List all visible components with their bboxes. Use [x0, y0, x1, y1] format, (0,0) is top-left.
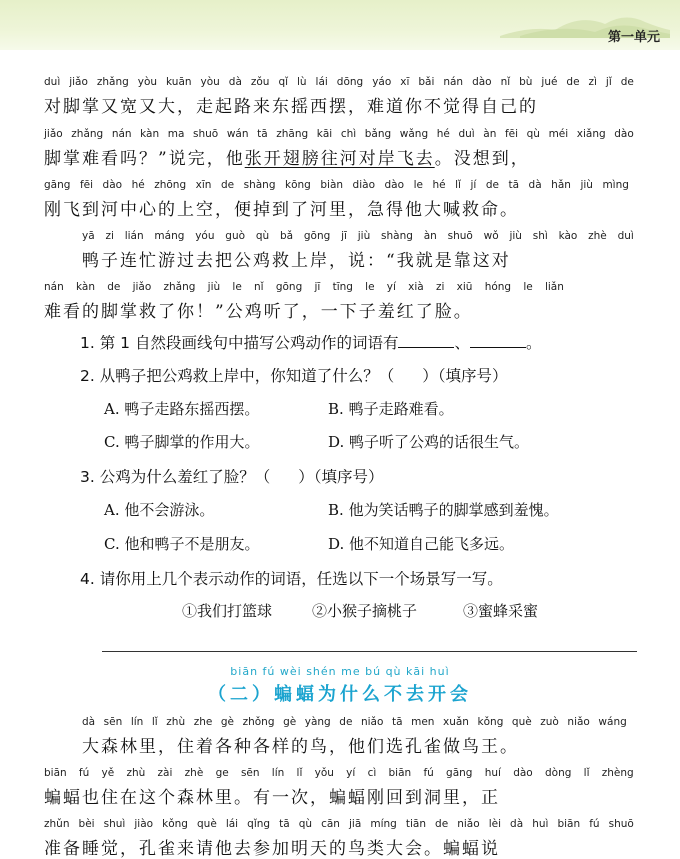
pinyin-syllable: xià	[408, 281, 424, 293]
q3-option-b[interactable]	[328, 499, 559, 520]
pinyin-syllable: yòu	[137, 76, 158, 88]
pinyin-syllable: wǎng	[399, 128, 429, 140]
pinyin-syllable: bù	[519, 76, 533, 88]
pinyin-syllable: méi	[548, 128, 569, 140]
pinyin-syllable: biān	[388, 767, 412, 779]
pinyin-syllable: niǎo	[457, 818, 480, 830]
question-3-tail: ）（填序号）	[298, 468, 384, 486]
pinyin-syllable: dà	[228, 76, 242, 88]
pinyin-syllable: wáng	[598, 716, 627, 728]
pinyin-syllable: le	[232, 281, 242, 293]
question-1-number: 1.	[80, 334, 95, 352]
pinyin-syllable: yàng	[304, 716, 331, 728]
pinyin-syllable: nǐ	[254, 281, 264, 293]
pinyin-syllable: gōng	[275, 281, 303, 293]
pinyin-syllable: qǐ	[278, 76, 289, 88]
pinyin-syllable: kàn	[140, 128, 160, 140]
pinyin-syllable: jǐ	[605, 76, 612, 88]
pinyin-syllable: duì	[458, 128, 475, 140]
q2-option-c[interactable]	[104, 431, 260, 452]
pinyin-syllable: men	[411, 716, 435, 728]
pinyin-syllable: tā	[391, 716, 403, 728]
pinyin-line-3	[44, 179, 629, 191]
pinyin-syllable: zi	[435, 281, 445, 293]
pinyin-syllable: shuō	[193, 128, 219, 140]
q2-option-d[interactable]	[328, 431, 529, 452]
pinyin-syllable: lián	[124, 230, 144, 242]
pinyin-syllable: gāng	[44, 179, 71, 191]
pinyin-syllable: le	[523, 281, 533, 293]
pinyin-syllable: shàng	[243, 179, 276, 191]
pinyin-syllable: hé	[131, 179, 145, 191]
pinyin-syllable: zhù	[126, 767, 146, 779]
pinyin-syllable: dòng	[544, 767, 572, 779]
option-text: 鸭子走路难看。	[348, 400, 454, 418]
pinyin-syllable: zhōng	[154, 179, 187, 191]
pinyin-syllable: jiù	[207, 281, 221, 293]
pinyin-syllable: xīn	[195, 179, 212, 191]
pinyin-syllable: zi	[105, 230, 114, 242]
option-text: 鸭子脚掌的作用大。	[124, 433, 260, 451]
pinyin-syllable: bǎi	[418, 76, 435, 88]
pinyin-syllable: yǒu	[314, 767, 334, 779]
pinyin-syllable: jī	[341, 230, 347, 242]
pinyin-syllable: niǎo	[567, 716, 590, 728]
answer-blank-2[interactable]	[470, 333, 526, 348]
pinyin-syllable: de	[620, 76, 634, 88]
pinyin-syllable: kōng	[285, 179, 311, 191]
pinyin-syllable: cì	[367, 767, 377, 779]
pinyin-syllable: bǎ	[279, 230, 294, 242]
pinyin-syllable: cān	[321, 818, 340, 830]
pinyin-syllable: duì	[44, 76, 61, 88]
pinyin-line-1	[44, 76, 634, 88]
pinyin-syllable: lái	[225, 818, 239, 830]
pinyin-syllable: hé	[436, 128, 450, 140]
pinyin-syllable: què	[511, 716, 532, 728]
pinyin-syllable: kàn	[75, 281, 95, 293]
section-2-text-line-1: 大森林里，住着各种各样的鸟，他们选孔雀做鸟王。	[82, 737, 519, 757]
pinyin-syllable: huì	[532, 818, 549, 830]
pinyin-syllable: ge	[215, 767, 229, 779]
pinyin-syllable: què	[197, 818, 217, 830]
section-2-title: （二）蝙蝠为什么不去开会	[208, 684, 472, 705]
pinyin-syllable: yòu	[200, 76, 220, 88]
pinyin-syllable: bèi	[78, 818, 95, 830]
pinyin-syllable: kǒng	[477, 716, 504, 728]
option-label: D.	[328, 433, 345, 451]
option-text: 鸭子走路东摇西摆。	[124, 400, 260, 418]
pinyin-syllable: gè	[283, 716, 297, 728]
pinyin-syllable: jī	[314, 281, 321, 293]
question-4-number: 4.	[80, 570, 95, 588]
text-line-3: 刚飞到河中心的上空，便掉到了河里，急得他大喊救命。	[44, 200, 519, 220]
pinyin-syllable: máng	[154, 230, 185, 242]
pinyin-syllable: zhǎng	[163, 281, 196, 293]
pinyin-syllable: qù	[255, 230, 270, 242]
section-2-pinyin-line-2	[44, 767, 634, 779]
pinyin-syllable: yí	[346, 767, 356, 779]
scene-option-2[interactable]: ②小猴子摘桃子	[312, 602, 418, 620]
pinyin-syllable: zhǎng	[71, 128, 104, 140]
page-header	[0, 0, 680, 50]
pinyin-syllable: zhǎng	[96, 76, 129, 88]
pinyin-syllable: de	[107, 281, 121, 293]
pinyin-syllable: xī	[400, 76, 410, 88]
pinyin-syllable: kuān	[166, 76, 192, 88]
pinyin-syllable: zhèng	[601, 767, 634, 779]
pinyin-syllable: biān	[44, 767, 67, 779]
option-label: C.	[104, 535, 120, 553]
pinyin-syllable: yā	[82, 230, 95, 242]
question-3-text: 公鸡为什么羞红了脸？（	[99, 468, 271, 486]
pinyin-syllable: lín	[130, 716, 144, 728]
pinyin-syllable: tīng	[332, 281, 353, 293]
text-line-2	[44, 144, 530, 169]
text-line-2-a: 脚掌难看吗？”说完，他	[44, 149, 245, 169]
pinyin-syllable: wán	[226, 128, 249, 140]
pinyin-syllable: gè	[220, 716, 235, 728]
pinyin-syllable: niǎo	[360, 716, 384, 728]
pinyin-syllable: shuō	[608, 818, 634, 830]
option-label: A.	[104, 501, 120, 519]
text-line-4: 鸭子连忙游过去把公鸡救上岸，说：“我就是靠这对	[82, 251, 511, 271]
pinyin-syllable: lín	[271, 767, 285, 779]
pinyin-syllable: lǐ	[583, 767, 590, 779]
pinyin-syllable: le	[365, 281, 375, 293]
pinyin-syllable: nǐ	[500, 76, 511, 88]
pinyin-syllable: jué	[541, 76, 558, 88]
pinyin-syllable: qù	[526, 128, 540, 140]
pinyin-syllable: de	[485, 179, 499, 191]
pinyin-syllable: zhù	[166, 716, 186, 728]
question-4-text: 请你用上几个表示动作的词语，任选以下一个场景写一写。	[99, 570, 503, 588]
answer-blank-1[interactable]	[398, 333, 454, 348]
pinyin-syllable: tiān	[405, 818, 426, 830]
pinyin-syllable: jiù	[580, 179, 593, 191]
pinyin-syllable: jiǎo	[44, 128, 63, 140]
pinyin-syllable: jiǎo	[132, 281, 152, 293]
pinyin-syllable: yí	[386, 281, 396, 293]
pinyin-syllable: dào	[102, 179, 123, 191]
option-label: D.	[328, 535, 345, 553]
pinyin-syllable: zhǒng	[242, 716, 275, 728]
pinyin-syllable: hóng	[484, 281, 512, 293]
pinyin-syllable: dōng	[336, 76, 364, 88]
pinyin-syllable: shuì	[103, 818, 126, 830]
option-text: 他不会游泳。	[124, 501, 215, 519]
pinyin-syllable: sēn	[240, 767, 260, 779]
pinyin-syllable: jiào	[134, 818, 154, 830]
pinyin-syllable: gōng	[303, 230, 331, 242]
option-label: C.	[104, 433, 120, 451]
text-line-5: 难看的脚掌救了你！”公鸡听了，一下子羞红了脸。	[44, 302, 473, 322]
pinyin-line-2	[44, 128, 634, 140]
pinyin-syllable: zuò	[540, 716, 559, 728]
pinyin-syllable: huí	[484, 767, 501, 779]
pinyin-syllable: lái	[315, 76, 328, 88]
option-text: 他为笑话鸭子的脚掌感到羞愧。	[348, 501, 559, 519]
question-2-text: 从鸭子把公鸡救上岸中，你知道了什么？（	[99, 367, 395, 385]
pinyin-syllable: jiù	[509, 230, 522, 242]
pinyin-syllable: tā	[508, 179, 520, 191]
section-divider	[102, 651, 637, 652]
pinyin-syllable: kāi	[316, 128, 333, 140]
pinyin-syllable: dà	[510, 818, 524, 830]
section-2-pinyin-line-1	[82, 716, 627, 728]
pinyin-syllable: zhè	[588, 230, 607, 242]
q3-option-d[interactable]	[328, 533, 514, 554]
pinyin-syllable: sēn	[103, 716, 123, 728]
pinyin-syllable: le	[413, 179, 423, 191]
pinyin-syllable: dào	[384, 179, 405, 191]
pinyin-syllable: de	[220, 179, 235, 191]
pinyin-syllable: biān	[557, 818, 581, 830]
pinyin-syllable: zhe	[193, 716, 213, 728]
pinyin-syllable: de	[339, 716, 353, 728]
pinyin-syllable: zhǔn	[44, 818, 70, 830]
pinyin-syllable: jiù	[357, 230, 371, 242]
pinyin-syllable: fú	[423, 767, 434, 779]
pinyin-syllable: nán	[44, 281, 64, 293]
pinyin-syllable: wǒ	[483, 230, 499, 242]
pinyin-line-4	[82, 230, 634, 242]
question-1-text: 第 1 自然段画线句中描写公鸡动作的词语有	[99, 334, 399, 352]
pinyin-syllable: lǐ	[296, 767, 303, 779]
q2-option-a[interactable]	[104, 398, 259, 419]
pinyin-syllable: míng	[370, 818, 397, 830]
pinyin-syllable: àn	[423, 230, 437, 242]
pinyin-syllable: zhāng	[276, 128, 309, 140]
pinyin-syllable: zhè	[184, 767, 204, 779]
pinyin-syllable: dào	[513, 767, 533, 779]
pinyin-syllable: diào	[352, 179, 375, 191]
section-2-text-line-3: 准备睡觉，孔雀来请他去参加明天的鸟类大会。蝙蝠说	[44, 839, 500, 859]
q3-option-c[interactable]	[104, 533, 260, 554]
pinyin-syllable: biàn	[320, 179, 344, 191]
question-3-number: 3.	[80, 468, 95, 486]
text-line-2-c: 。没想到，	[434, 149, 530, 169]
option-label: A.	[104, 400, 120, 418]
section-2-text-line-2: 蝙蝠也住在这个森林里。有一次，蝙蝠刚回到洞里，正	[44, 788, 500, 808]
pinyin-syllable: zǒu	[250, 76, 270, 88]
pinyin-syllable: fēi	[504, 128, 519, 140]
pinyin-syllable: zài	[157, 767, 173, 779]
pinyin-syllable: jiǎo	[69, 76, 88, 88]
pinyin-line-5	[44, 281, 564, 293]
pinyin-syllable: jiā	[349, 818, 362, 830]
blank-separator: 、	[454, 334, 470, 352]
pinyin-syllable: nán	[443, 76, 464, 88]
pinyin-syllable: bǎng	[364, 128, 392, 140]
q2-option-b[interactable]	[328, 398, 454, 419]
pinyin-syllable: chì	[340, 128, 357, 140]
pinyin-syllable: gāng	[446, 767, 473, 779]
pinyin-syllable: qǐng	[247, 818, 271, 830]
text-line-1: 对脚掌又宽又大，走起路来东摇西摆，难道你不觉得自己的	[44, 97, 538, 117]
pinyin-syllable: tā	[279, 818, 290, 830]
pinyin-syllable: hǎn	[551, 179, 571, 191]
pinyin-syllable: mìng	[602, 179, 629, 191]
pinyin-syllable: shàng	[381, 230, 413, 242]
pinyin-syllable: xiǎng	[576, 128, 606, 140]
option-text: 他和鸭子不是朋友。	[124, 535, 260, 553]
pinyin-syllable: hé	[432, 179, 446, 191]
pinyin-syllable: dào	[614, 128, 634, 140]
question-1-end: 。	[525, 334, 542, 352]
unit-label: 第一单元	[607, 30, 660, 45]
pinyin-syllable: xuǎn	[443, 716, 469, 728]
pinyin-syllable: lèi	[488, 818, 501, 830]
pinyin-syllable: àn	[483, 128, 497, 140]
pinyin-syllable: dà	[528, 179, 542, 191]
pinyin-syllable: yě	[101, 767, 115, 779]
pinyin-syllable: guò	[225, 230, 246, 242]
pinyin-syllable: kào	[558, 230, 578, 242]
option-label: B.	[328, 501, 344, 519]
q3-option-a[interactable]	[104, 499, 214, 520]
pinyin-syllable: lǐ	[151, 716, 158, 728]
pinyin-syllable: fēi	[79, 179, 94, 191]
pinyin-syllable: shuō	[447, 230, 473, 242]
pinyin-syllable: lù	[297, 76, 307, 88]
question-2-tail: ）（填序号）	[422, 367, 508, 385]
question-2-number: 2.	[80, 367, 95, 385]
pinyin-syllable: tā	[257, 128, 268, 140]
pinyin-syllable: fú	[78, 767, 90, 779]
pinyin-syllable: kǒng	[162, 818, 188, 830]
pinyin-syllable: duì	[617, 230, 634, 242]
pinyin-syllable: zì	[588, 76, 597, 88]
section-2-title-pinyin: biān fú wèi shén me bú qù kāi huì	[230, 665, 450, 678]
pinyin-syllable: qù	[298, 818, 313, 830]
scene-option-3[interactable]: ③蜜蜂采蜜	[463, 602, 539, 620]
pinyin-syllable: de	[566, 76, 580, 88]
option-text: 他不知道自己能飞多远。	[349, 535, 515, 553]
scene-option-1[interactable]: ①我们打篮球	[182, 602, 273, 620]
underlined-sentence: 张开翅膀往河对岸飞去	[244, 149, 435, 169]
pinyin-syllable: dà	[82, 716, 96, 728]
option-label: B.	[328, 400, 344, 418]
pinyin-syllable: nán	[111, 128, 132, 140]
pinyin-syllable: yáo	[372, 76, 392, 88]
pinyin-syllable: liǎn	[544, 281, 564, 293]
pinyin-syllable: jí	[470, 179, 477, 191]
pinyin-syllable: ma	[167, 128, 185, 140]
pinyin-syllable: lǐ	[455, 179, 461, 191]
pinyin-syllable: dào	[472, 76, 492, 88]
pinyin-syllable: de	[435, 818, 449, 830]
pinyin-syllable: yóu	[195, 230, 215, 242]
pinyin-syllable: shì	[532, 230, 548, 242]
option-text: 鸭子听了公鸡的话很生气。	[349, 433, 530, 451]
pinyin-syllable: fú	[589, 818, 600, 830]
section-2-pinyin-line-3	[44, 818, 634, 830]
pinyin-syllable: xiū	[456, 281, 473, 293]
